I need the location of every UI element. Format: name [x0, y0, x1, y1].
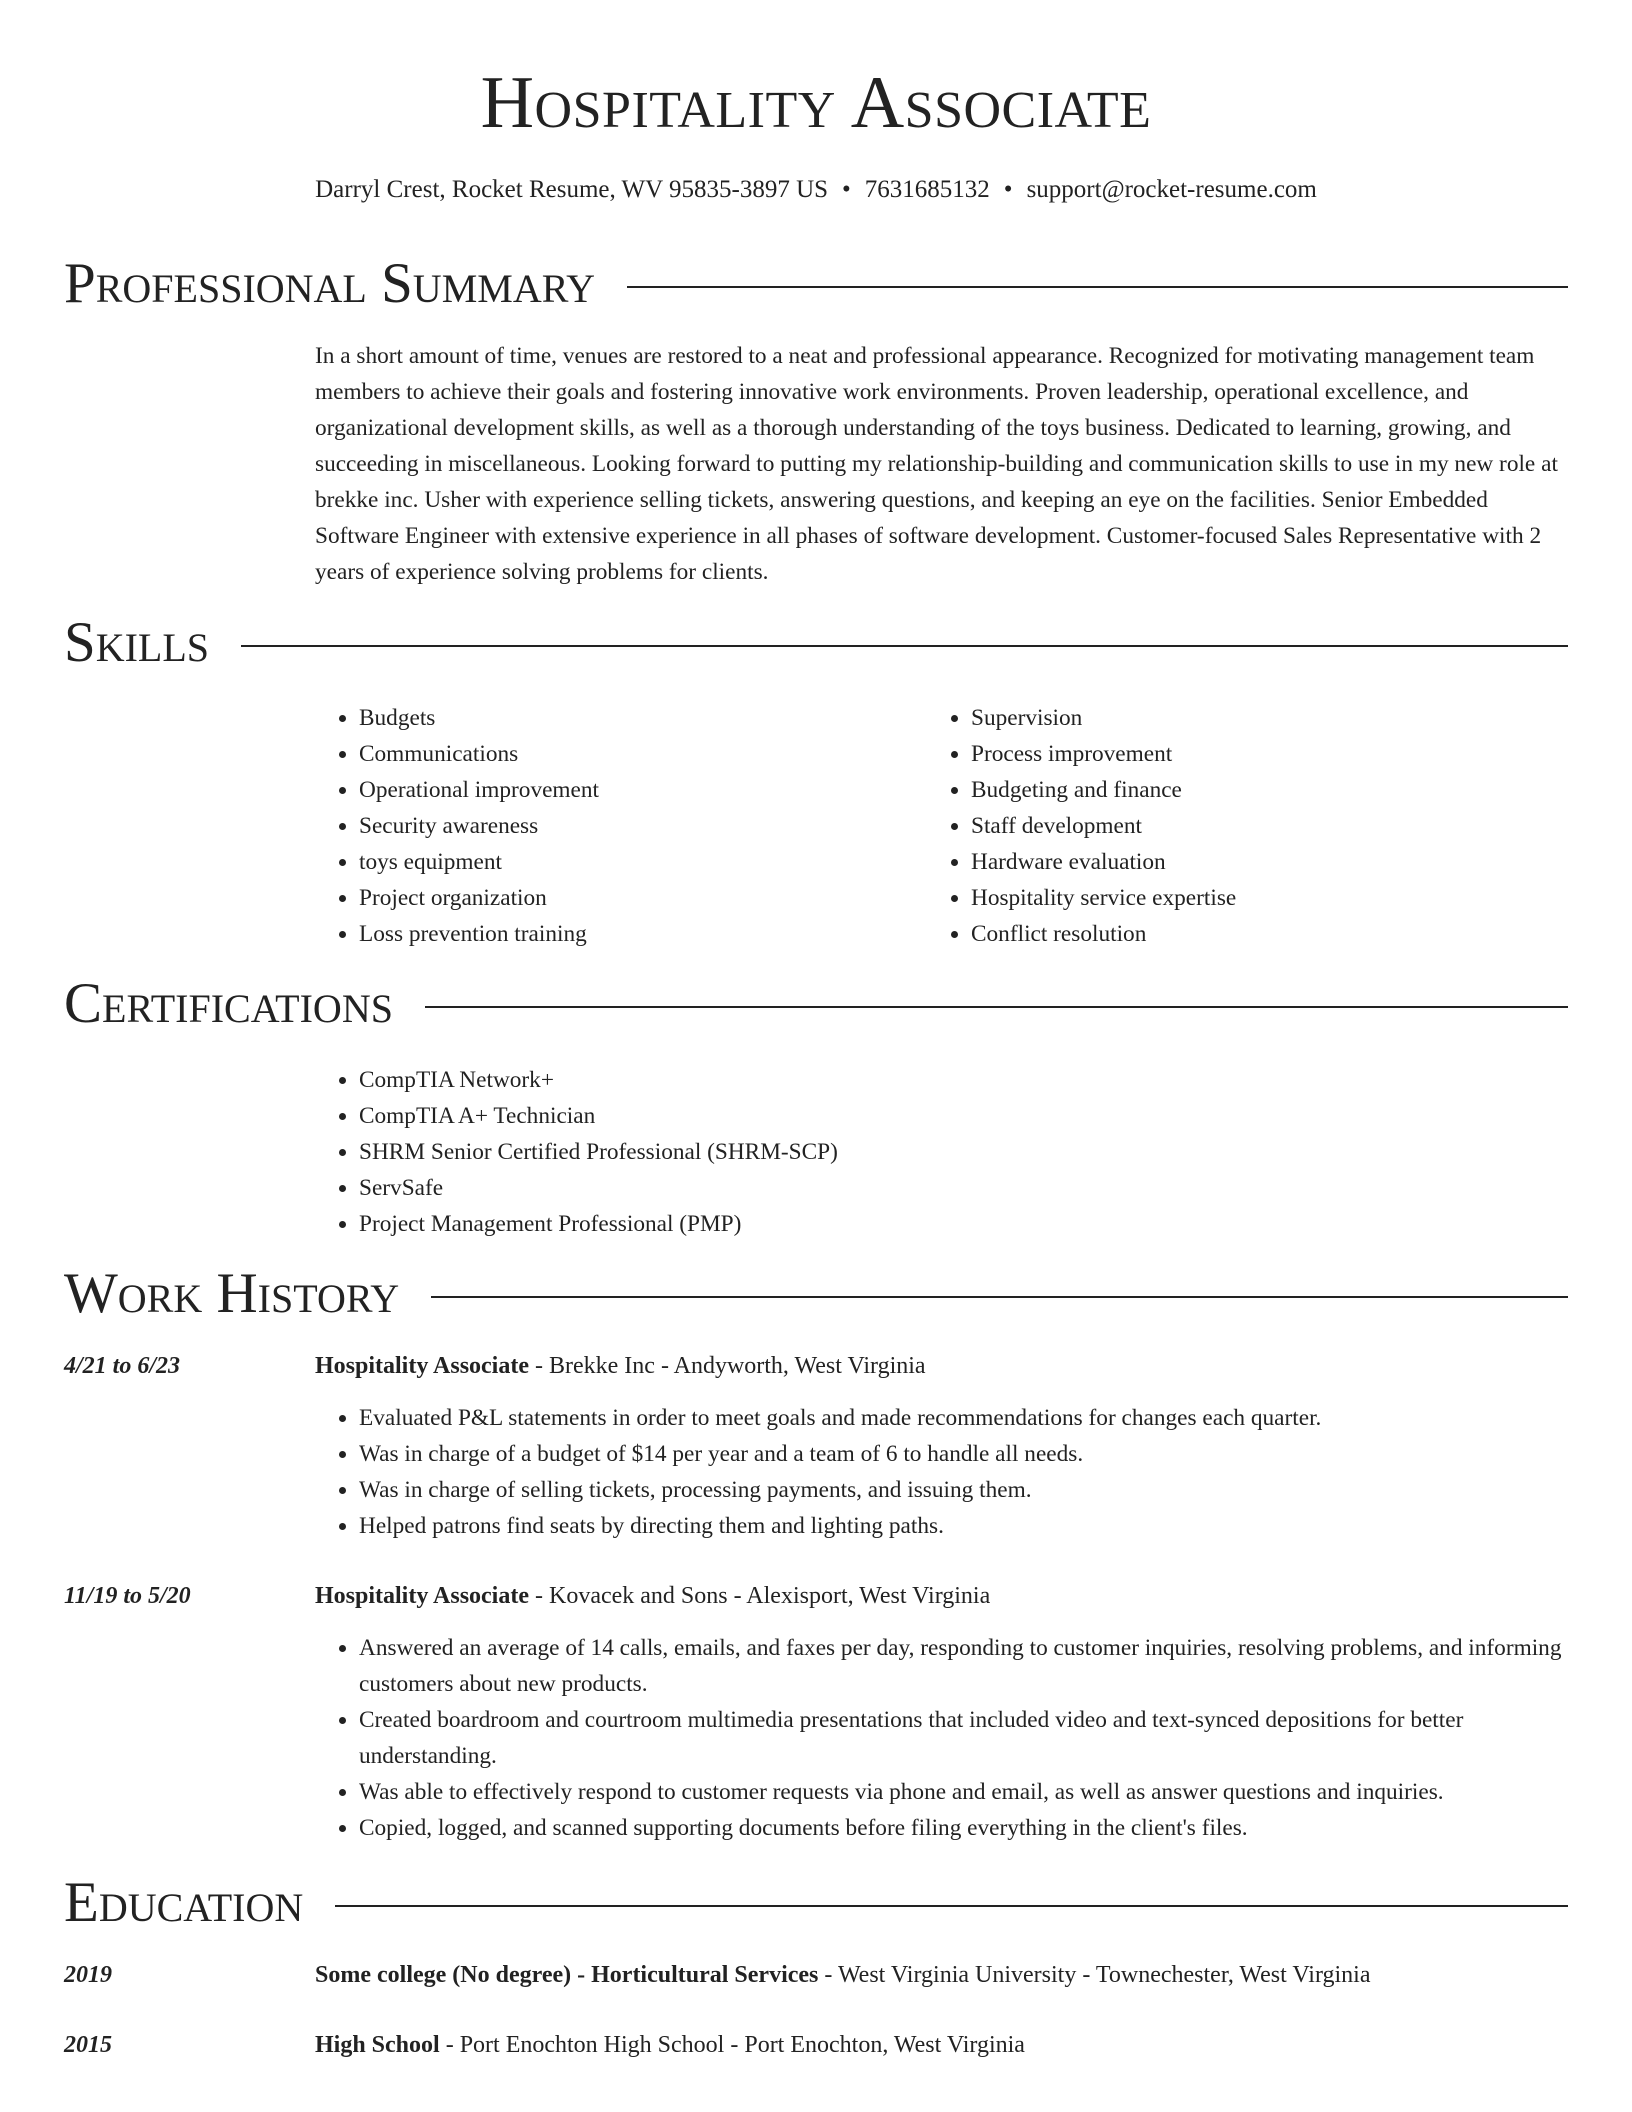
skill-item: • Communications [359, 736, 925, 772]
skills-column-left [315, 700, 925, 952]
job-dates: 4/21 to 6/23 [64, 1353, 181, 1379]
work-history-section-header [64, 1262, 1568, 1326]
contact-separator: • [842, 176, 851, 203]
certifications-heading: Certifications [64, 972, 393, 1035]
job-header [315, 1348, 1568, 1384]
skill-item: • Project organization [359, 880, 925, 916]
education-degree: Some college (No degree) - Horticultural Services [315, 1962, 819, 1988]
certification-item: • SHRM Senior Certified Professional (SHRM-SCP) [359, 1134, 1568, 1170]
section-divider [335, 1905, 1568, 1907]
job-bullet: • Evaluated P&L statements in order to meet goals and made recommendations for changes each quarter. [359, 1400, 1568, 1436]
job-details: - Kovacek and Sons - Alexisport, West Virginia [529, 1583, 991, 1609]
job-header [315, 1578, 1568, 1614]
skill-item: • Loss prevention training [359, 916, 925, 952]
job-bullet: • Answered an average of 14 calls, emails, and faxes per day, responding to customer inquiries, resolving problems, and informing customers about new products. [359, 1630, 1568, 1702]
section-divider [431, 1296, 1568, 1298]
skill-item: • Staff development [971, 808, 1568, 844]
work-history-heading: Work History [64, 1262, 400, 1325]
job-dates: 11/19 to 5/20 [64, 1583, 191, 1609]
education-section-header [64, 1871, 1568, 1935]
skill-item: • Security awareness [359, 808, 925, 844]
section-divider [627, 286, 1568, 288]
contact-separator: • [1003, 176, 1013, 203]
job-bullet: • Copied, logged, and scanned supporting documents before filing everything in the client's files. [359, 1810, 1568, 1846]
skill-item: • Budgeting and finance [971, 772, 1568, 808]
certification-item: • ServSafe [359, 1170, 1568, 1206]
job-bullet: • Was in charge of selling tickets, processing payments, and issuing them. [359, 1472, 1568, 1508]
skill-item: • Process improvement [971, 736, 1568, 772]
certification-item: • CompTIA A+ Technician [359, 1098, 1568, 1134]
resume-title: Hospitality Associate [480, 62, 1152, 144]
skills-heading: Skills [64, 611, 210, 674]
education-heading: Education [64, 1871, 304, 1934]
job-details: - Brekke Inc - Andyworth, West Virginia [529, 1353, 926, 1379]
certifications-list [315, 1062, 1568, 1242]
job-bullet: • Created boardroom and courtroom multimedia presentations that included video and text-synced depositions for better understanding. [359, 1702, 1568, 1774]
summary-text: In a short amount of time, venues are restored to a neat and professional appearance. Recognized for motivating management team members to achieve their goals and fostering innovative work environments. Proven leadership, operational excellence, and organizational development skills, as well as a thorough understanding of the toys business. Dedicated to learning, growing, and succeeding in miscellaneous. Looking forward to putting my relationship-building and communication skills to use in my new role at brekke inc. Usher with experience selling tickets, answering questions, and keeping an eye on the facilities. Senior Embedded Software Engineer with extensive experience in all phases of software development. Customer-focused Sales Representative with 2 years of experience solving problems for clients. [315, 343, 1558, 585]
skill-item: • Hospitality service expertise [971, 880, 1568, 916]
skill-item: • Hardware evaluation [971, 844, 1568, 880]
skills-section-header [64, 611, 1568, 675]
education-year: 2015 [64, 2032, 112, 2058]
job-bullet: • Helped patrons find seats by directing them and lighting paths. [359, 1508, 1568, 1544]
skill-item: • Conflict resolution [971, 916, 1568, 952]
education-details: - Port Enochton High School - Port Enochton, West Virginia [439, 2032, 1025, 2058]
education-entry [315, 2027, 1568, 2063]
job-bullets [315, 1630, 1568, 1846]
job-title: Hospitality Associate [315, 1583, 529, 1609]
section-divider [241, 645, 1568, 647]
job-bullet: • Was able to effectively respond to customer requests via phone and email, as well as answer questions and inquiries. [359, 1774, 1568, 1810]
contact-phone: 7631685132 [864, 176, 990, 203]
certification-item: • Project Management Professional (PMP) [359, 1206, 1568, 1242]
education-year: 2019 [64, 1962, 112, 1988]
certifications-section-header [64, 972, 1568, 1036]
skill-item: • Budgets [359, 700, 925, 736]
skills-column-right [927, 700, 1568, 952]
education-entry [315, 1957, 1568, 1993]
job-bullets [315, 1400, 1568, 1544]
education-degree: High School [315, 2032, 440, 2058]
skill-item: • toys equipment [359, 844, 925, 880]
job-bullet: • Was in charge of a budget of $14 per year and a team of 6 to handle all needs. [359, 1436, 1568, 1472]
job-title: Hospitality Associate [315, 1353, 529, 1379]
summary-section-header [64, 252, 1568, 316]
contact-line [64, 174, 1568, 206]
section-divider [425, 1006, 1568, 1008]
contact-email: support@rocket-resume.com [1026, 176, 1317, 203]
contact-address: Darryl Crest, Rocket Resume, WV 95835-3897 US [315, 176, 829, 203]
skill-item: • Supervision [971, 700, 1568, 736]
education-details: - West Virginia University - Townechester, West Virginia [818, 1962, 1371, 1988]
skill-item: • Operational improvement [359, 772, 925, 808]
summary-heading: Professional Summary [64, 252, 596, 315]
certification-item: • CompTIA Network+ [359, 1062, 1568, 1098]
